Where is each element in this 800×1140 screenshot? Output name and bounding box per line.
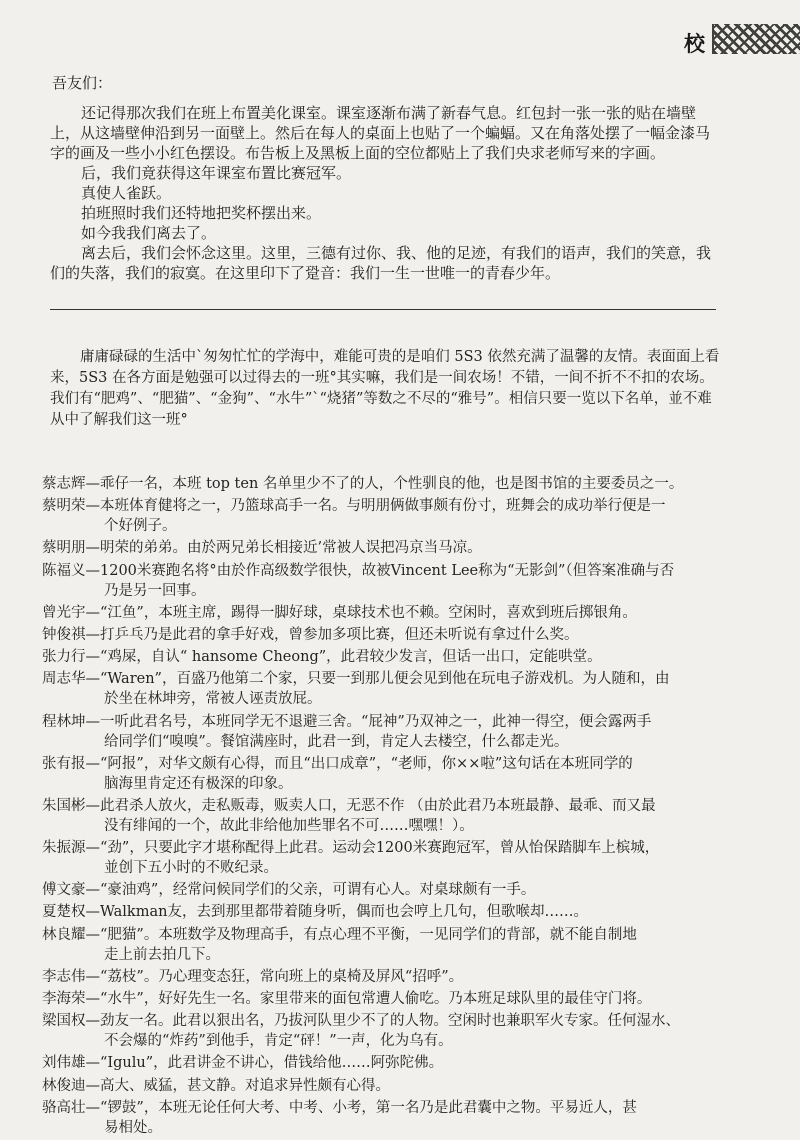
student-description: 本班体育健将之一，乃篮球高手一名。与明朋俩做事颇有份寸，班舞会的成功举行便是一: [100, 498, 666, 515]
letter-paragraph: 还记得那次我们在班上布置美化课室。课室逐渐布满了新春气息。红包封一张一张的贴在墙壁上，从这墙壁伸沿到另一面壁上。然后在每人的桌面上也贴了一个蝙蝠。又在角落处摆了一幅金漆马字的画及一些小小红色摆设。布告板上及黑板上面的空位都贴上了我们央求老师写来的字画。: [50, 104, 711, 162]
roster-entry: 刘伟雄—“Igulu”，此君讲金不讲心，借钱给他……阿弥陀佛。: [42, 1055, 444, 1072]
roster-entry: 张力行—“鸡屎，自认“ hansome Cheong”，此君较少发言，但话一出口，定能哄堂。: [42, 649, 602, 666]
student-description-cont: 並创下五小时的不败纪录。: [104, 860, 278, 877]
student-description-cont: 没有绯闻的一个，故此非给他加些罪名不可……嘿嘿！）。: [104, 817, 474, 834]
student-name: 张力行: [42, 649, 86, 666]
student-description: 打乒乓乃是此君的拿手好戏，曾参加多项比赛，但还未听说有拿过什么奖。: [100, 626, 579, 643]
student-name: 夏楚权: [42, 904, 86, 921]
student-description-cont: 个好例子。: [104, 518, 177, 535]
student-name: 梁国权: [42, 1013, 86, 1030]
student-name: 蔡明朋: [42, 540, 86, 557]
letter-paragraph: 拍班照时我们还特地把奖杯摆出来。: [81, 204, 322, 222]
class-roster: [42, 474, 742, 1140]
student-description-cont: 不会爆的“炸药”到他手，肯定“砰！”一声，化为乌有。: [104, 1033, 453, 1050]
student-name: 李志伟: [42, 968, 86, 985]
student-description: “肥猫”。本班数学及物理高手，有点心理不平衡，一见同学们的背部，就不能自制地: [100, 926, 637, 943]
roster-entry: 骆高壮—“锣鼓”，本班无论任何大考、中考、小考，第一名乃是此君囊中之物。平易近人，甚 易相处。: [42, 1098, 742, 1138]
roster-entry: 梁国权—劲友一名。此君以狠出名，乃拔河队里少不了的人物。空闲时也兼职军火专家。任何湿水、 不会爆的“炸药”到他手，肯定“砰！”一声，化为乌有。: [42, 1011, 742, 1051]
student-description: “阿报”，对华文颇有心得，而且“出口成章”，“老师，你××啦”这句话在本班同学的: [100, 755, 633, 772]
letter-body: [50, 103, 720, 283]
student-name: 林良耀: [42, 926, 86, 943]
student-description: 一听此君名号，本班同学无不退避三舍。“屁神”乃双神之一，此神一得空，便会露两手: [100, 713, 652, 730]
student-description: 乖仔一名，本班 top ten 名单里少不了的人，个性驯良的他，也是图书馆的主要委员之一。: [100, 476, 684, 492]
student-description-cont: 乃是另一回事。: [104, 582, 206, 599]
letter-salutation: 吾友们：: [52, 74, 113, 92]
roster-entry: 钟俊祺—打乒乓乃是此君的拿手好戏，曾参加多项比赛，但还未听说有拿过什么奖。: [42, 626, 579, 643]
letter-paragraph: 真使人雀跃。: [81, 184, 172, 202]
letter-paragraph: 后，我们竟获得这年课室布置比赛冠军。: [81, 164, 352, 182]
student-name: 朱国彬: [42, 797, 86, 814]
letter-paragraph: 离去后，我们会怀念这里。这里，三德有过你、我、他的足迹，有我们的语声，我们的笑意，我们的失落，我们的寂寞。在这里印下了跫音：我们一生一世唯一的青春少年。: [50, 244, 712, 282]
roster-entry: 曾光宇—“江鱼”，本班主席，踢得一脚好球，桌球技术也不赖。空闲时，喜欢到班后掷银角。: [42, 604, 637, 621]
student-description: 明荣的弟弟。由於两兄弟长相接近’常被人误把冯京当马凉。: [100, 540, 482, 557]
student-description: “豪油鸡”，经常问候同学们的父亲，可谓有心人。对桌球颇有一手。: [100, 882, 536, 899]
roster-entry: 蔡明荣—本班体育健将之一，乃篮球高手一名。与明朋俩做事颇有份寸，班舞会的成功举行便是一 个好例子。: [42, 496, 742, 536]
student-name: 刘伟雄: [42, 1055, 86, 1072]
student-name: 林俊迪: [42, 1077, 86, 1094]
student-name: 钟俊祺: [42, 626, 86, 643]
student-name: 陈福义: [42, 562, 86, 579]
student-name: 傅文豪: [42, 882, 86, 899]
decorative-pattern: [712, 24, 800, 54]
student-description: “Igulu”，此君讲金不讲心，借钱给他……阿弥陀佛。: [100, 1055, 444, 1072]
roster-entry: 朱振源—“劲”，只要此字才堪称配得上此君。运动会1200米赛跑冠军，曾从怡保踏脚车上槟城， 並创下五小时的不败纪录。: [42, 838, 742, 878]
roster-entry: 朱国彬—此君杀人放火，走私贩毒，贩卖人口，无恶不作 （由於此君乃本班最静、最乖、而又最 没有绯闻的一个，故此非给他加些罪名不可……嘿嘿！）。: [42, 796, 742, 836]
student-description: “鸡屎，自认“ hansome Cheong”，此君较少发言，但话一出口，定能哄堂。: [100, 649, 602, 666]
roster-entry: 傅文豪—“豪油鸡”，经常问候同学们的父亲，可谓有心人。对桌球颇有一手。: [42, 882, 536, 899]
student-description-cont: 给同学们“嗅嗅”。餐馆满座时，此君一到，肯定人去楼空，什么都走光。: [104, 733, 569, 750]
roster-entry: 林俊迪—高大、威猛，甚文静。对追求异性颇有心得。: [42, 1077, 390, 1094]
page-header-label: 校: [684, 31, 706, 56]
student-name: 周志华: [42, 671, 86, 688]
student-description-cont: 於坐在林坤旁，常被人诬责放屁。: [104, 691, 322, 708]
student-name: 蔡志辉: [42, 476, 86, 492]
student-description-cont: 易相处。: [104, 1119, 162, 1136]
roster-entry: 蔡志辉—乖仔一名，本班 top ten 名单里少不了的人，个性驯良的他，也是图书馆的主要委员之一。: [42, 476, 684, 492]
roster-entry: 蔡明朋—明荣的弟弟。由於两兄弟长相接近’常被人误把冯京当马凉。: [42, 540, 482, 557]
student-name: 程林坤: [42, 713, 86, 730]
section-divider: [50, 309, 716, 310]
roster-entry: 林良耀—“肥猫”。本班数学及物理高手，有点心理不平衡，一见同学们的背部，就不能自制地 走上前去拍几下。: [42, 925, 742, 965]
roster-entry: 夏楚权—Walkman友，去到那里都带着随身听，偶而也会哼上几句，但歌喉却……。: [42, 904, 588, 921]
student-description: 1200米赛跑名将°由於作高级数学很快，故被Vincent Lee称为“无影剑”（但答案准确与否: [100, 562, 675, 579]
roster-entry: 张有报—“阿报”，对华文颇有心得，而且“出口成章”，“老师，你××啦”这句话在本班同学的 脑海里肯定还有极深的印象。: [42, 754, 742, 794]
student-name: 骆高壮: [42, 1099, 86, 1116]
student-description-cont: 脑海里肯定还有极深的印象。: [104, 775, 293, 792]
student-description: “水牛”，好好先生一名。家里带来的面包常遭人偷吃。乃本班足球队里的最佳守门将。: [100, 991, 652, 1007]
student-description-cont: 走上前去拍几下。: [104, 946, 220, 963]
student-name: 张有报: [42, 755, 86, 772]
roster-entry: 李志伟—“荔枝”。乃心理变态狂，常向班上的桌椅及屏风“招呼”。: [42, 968, 464, 985]
student-name: 蔡明荣: [42, 498, 86, 515]
roster-entry: 陈福义—1200米赛跑名将°由於作高级数学很快，故被Vincent Lee称为“无影剑”（但答案准确与否 乃是另一回事。: [42, 561, 742, 601]
student-name: 朱振源: [42, 840, 86, 857]
roster-entry: 周志华—“Waren”，百盛乃他第二个家，只要一到那儿便会见到他在玩电子游戏机。为人随和，由 於坐在林坤旁，常被人诬责放屁。: [42, 669, 742, 709]
student-description: “荔枝”。乃心理变态狂，常向班上的桌椅及屏风“招呼”。: [100, 968, 464, 985]
student-description: 此君杀人放火，走私贩毒，贩卖人口，无恶不作 （由於此君乃本班最静、最乖、而又最: [100, 797, 656, 814]
letter-paragraph: 如今我我们离去了。: [81, 224, 217, 242]
student-description: “劲”，只要此字才堪称配得上此君。运动会1200米赛跑冠军，曾从怡保踏脚车上槟城，: [100, 840, 660, 857]
student-name: 李海荣: [42, 991, 86, 1007]
student-description: Walkman友，去到那里都带着随身听，偶而也会哼上几句，但歌喉却……。: [100, 904, 588, 921]
roster-entry: 李海荣—“水牛”，好好先生一名。家里带来的面包常遭人偷吃。乃本班足球队里的最佳守门将。: [42, 991, 652, 1007]
intro-paragraph: 庸庸碌碌的生活中`匆匆忙忙的学海中，难能可贵的是咱们 5S3 依然充满了温馨的友情。表面面上看来，5S3 在各方面是勉强可以过得去的一班°其实嘛，我们是一间农场！不错，一间不折不不扣的农场。我们有“肥鸡”、“肥猫”、“金狗”、“水牛”`“烧猪”等数之不尽的“雅号”。相信只要一览以下名单，並不难从中了解我们这一班°: [50, 349, 720, 428]
student-description: 劲友一名。此君以狠出名，乃拔河队里少不了的人物。空闲时也兼职军火专家。任何湿水、: [100, 1013, 680, 1030]
student-description: “Waren”，百盛乃他第二个家，只要一到那儿便会见到他在玩电子游戏机。为人随和，由: [100, 671, 670, 688]
student-description: “锣鼓”，本班无论任何大考、中考、小考，第一名乃是此君囊中之物。平易近人，甚: [100, 1099, 637, 1116]
student-name: 曾光宇: [42, 604, 86, 621]
roster-entry: 程林坤—一听此君名号，本班同学无不退避三舍。“屁神”乃双神之一，此神一得空，便会露两手 给同学们“嗅嗅”。餐馆满座时，此君一到，肯定人去楼空，什么都走光。: [42, 712, 742, 752]
student-description: “江鱼”，本班主席，踢得一脚好球，桌球技术也不赖。空闲时，喜欢到班后掷银角。: [100, 604, 637, 621]
student-description: 高大、威猛，甚文静。对追求异性颇有心得。: [100, 1077, 390, 1094]
